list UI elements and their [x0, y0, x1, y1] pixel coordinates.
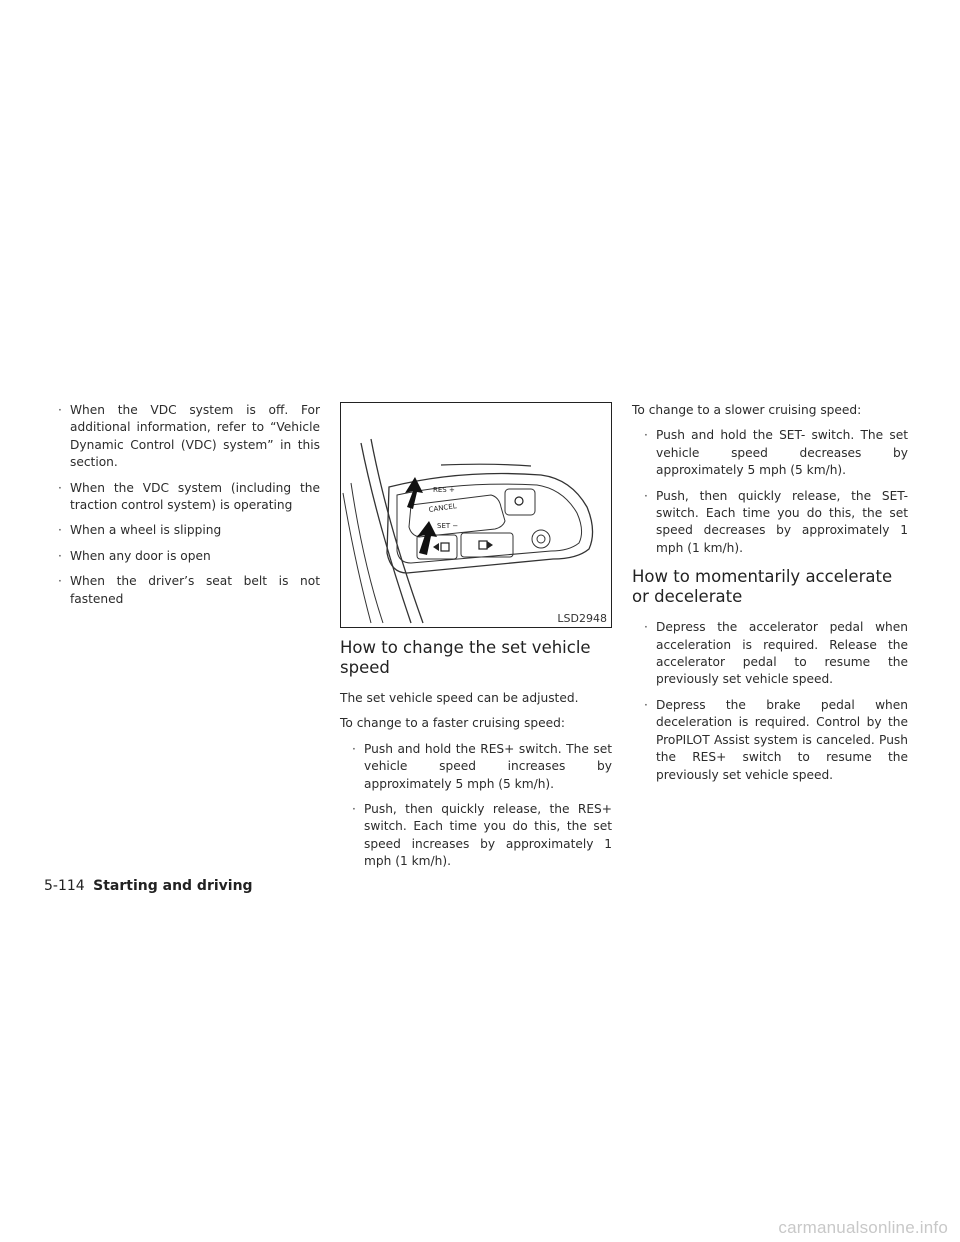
section-heading: How to change the set vehicle speed: [340, 638, 591, 677]
list-item: · Push and hold the SET- switch. The set vehicle speed decreases by approximately 5 mph (5 km/h).: [642, 427, 908, 479]
section-heading: How to momentarily accelerate or decelerate: [632, 567, 893, 607]
faster-list: [350, 741, 612, 871]
set-label: SET −: [437, 522, 459, 530]
figure-code: LSD2948: [557, 612, 607, 625]
steering-switch-figure: [340, 402, 612, 628]
cancel-label: CANCEL: [428, 502, 458, 514]
page-number: 5-114: [44, 878, 85, 894]
list-item: · When the driver’s seat belt is not fastened: [56, 573, 320, 608]
list-item: · Push and hold the RES+ switch. The set vehicle speed increases by approximately 5 mph (5 km/h).: [350, 741, 612, 793]
slower-label: To change to a slower cruising speed:: [632, 403, 862, 417]
watermark: carmanualsonline.info: [778, 1217, 948, 1237]
res-label: RES +: [433, 486, 455, 494]
middle-column: [340, 402, 612, 879]
section-title: Starting and driving: [93, 878, 253, 894]
intro-text: The set vehicle speed can be adjusted.: [340, 691, 579, 705]
steering-wheel-switch-illustration: [341, 403, 611, 627]
faster-label: To change to a faster cruising speed:: [340, 716, 565, 731]
list-item: · Depress the accelerator pedal when acceleration is required. Release the accelerator pedal to resume the previously set vehicle speed.: [642, 619, 908, 689]
right-column: [632, 402, 908, 792]
list-item: · When the VDC system (including the traction control system) is operating: [56, 480, 320, 515]
slower-list: [642, 427, 908, 557]
accelerate-list: [642, 619, 908, 784]
list-item: · Push, then quickly release, the SET- switch. Each time you do this, the set speed decreases by approximately 1 mph (1 km/h).: [642, 488, 908, 558]
list-item: · When a wheel is slipping: [56, 522, 320, 539]
list-item: · Depress the brake pedal when deceleration is required. Control by the ProPILOT Assist system is canceled. Push the RES+ switch to resume the previously set vehicle speed.: [642, 697, 908, 784]
page-footer: [44, 876, 253, 896]
list-item: · When any door is open: [56, 548, 320, 565]
left-column: [56, 402, 320, 616]
list-item: · When the VDC system is off. For additional information, refer to “Vehicle Dynamic Control (VDC) system” in this section.: [56, 402, 320, 472]
list-item: · Push, then quickly release, the RES+ switch. Each time you do this, the set speed increases by approximately 1 mph (1 km/h).: [350, 801, 612, 871]
condition-list: [56, 402, 320, 608]
